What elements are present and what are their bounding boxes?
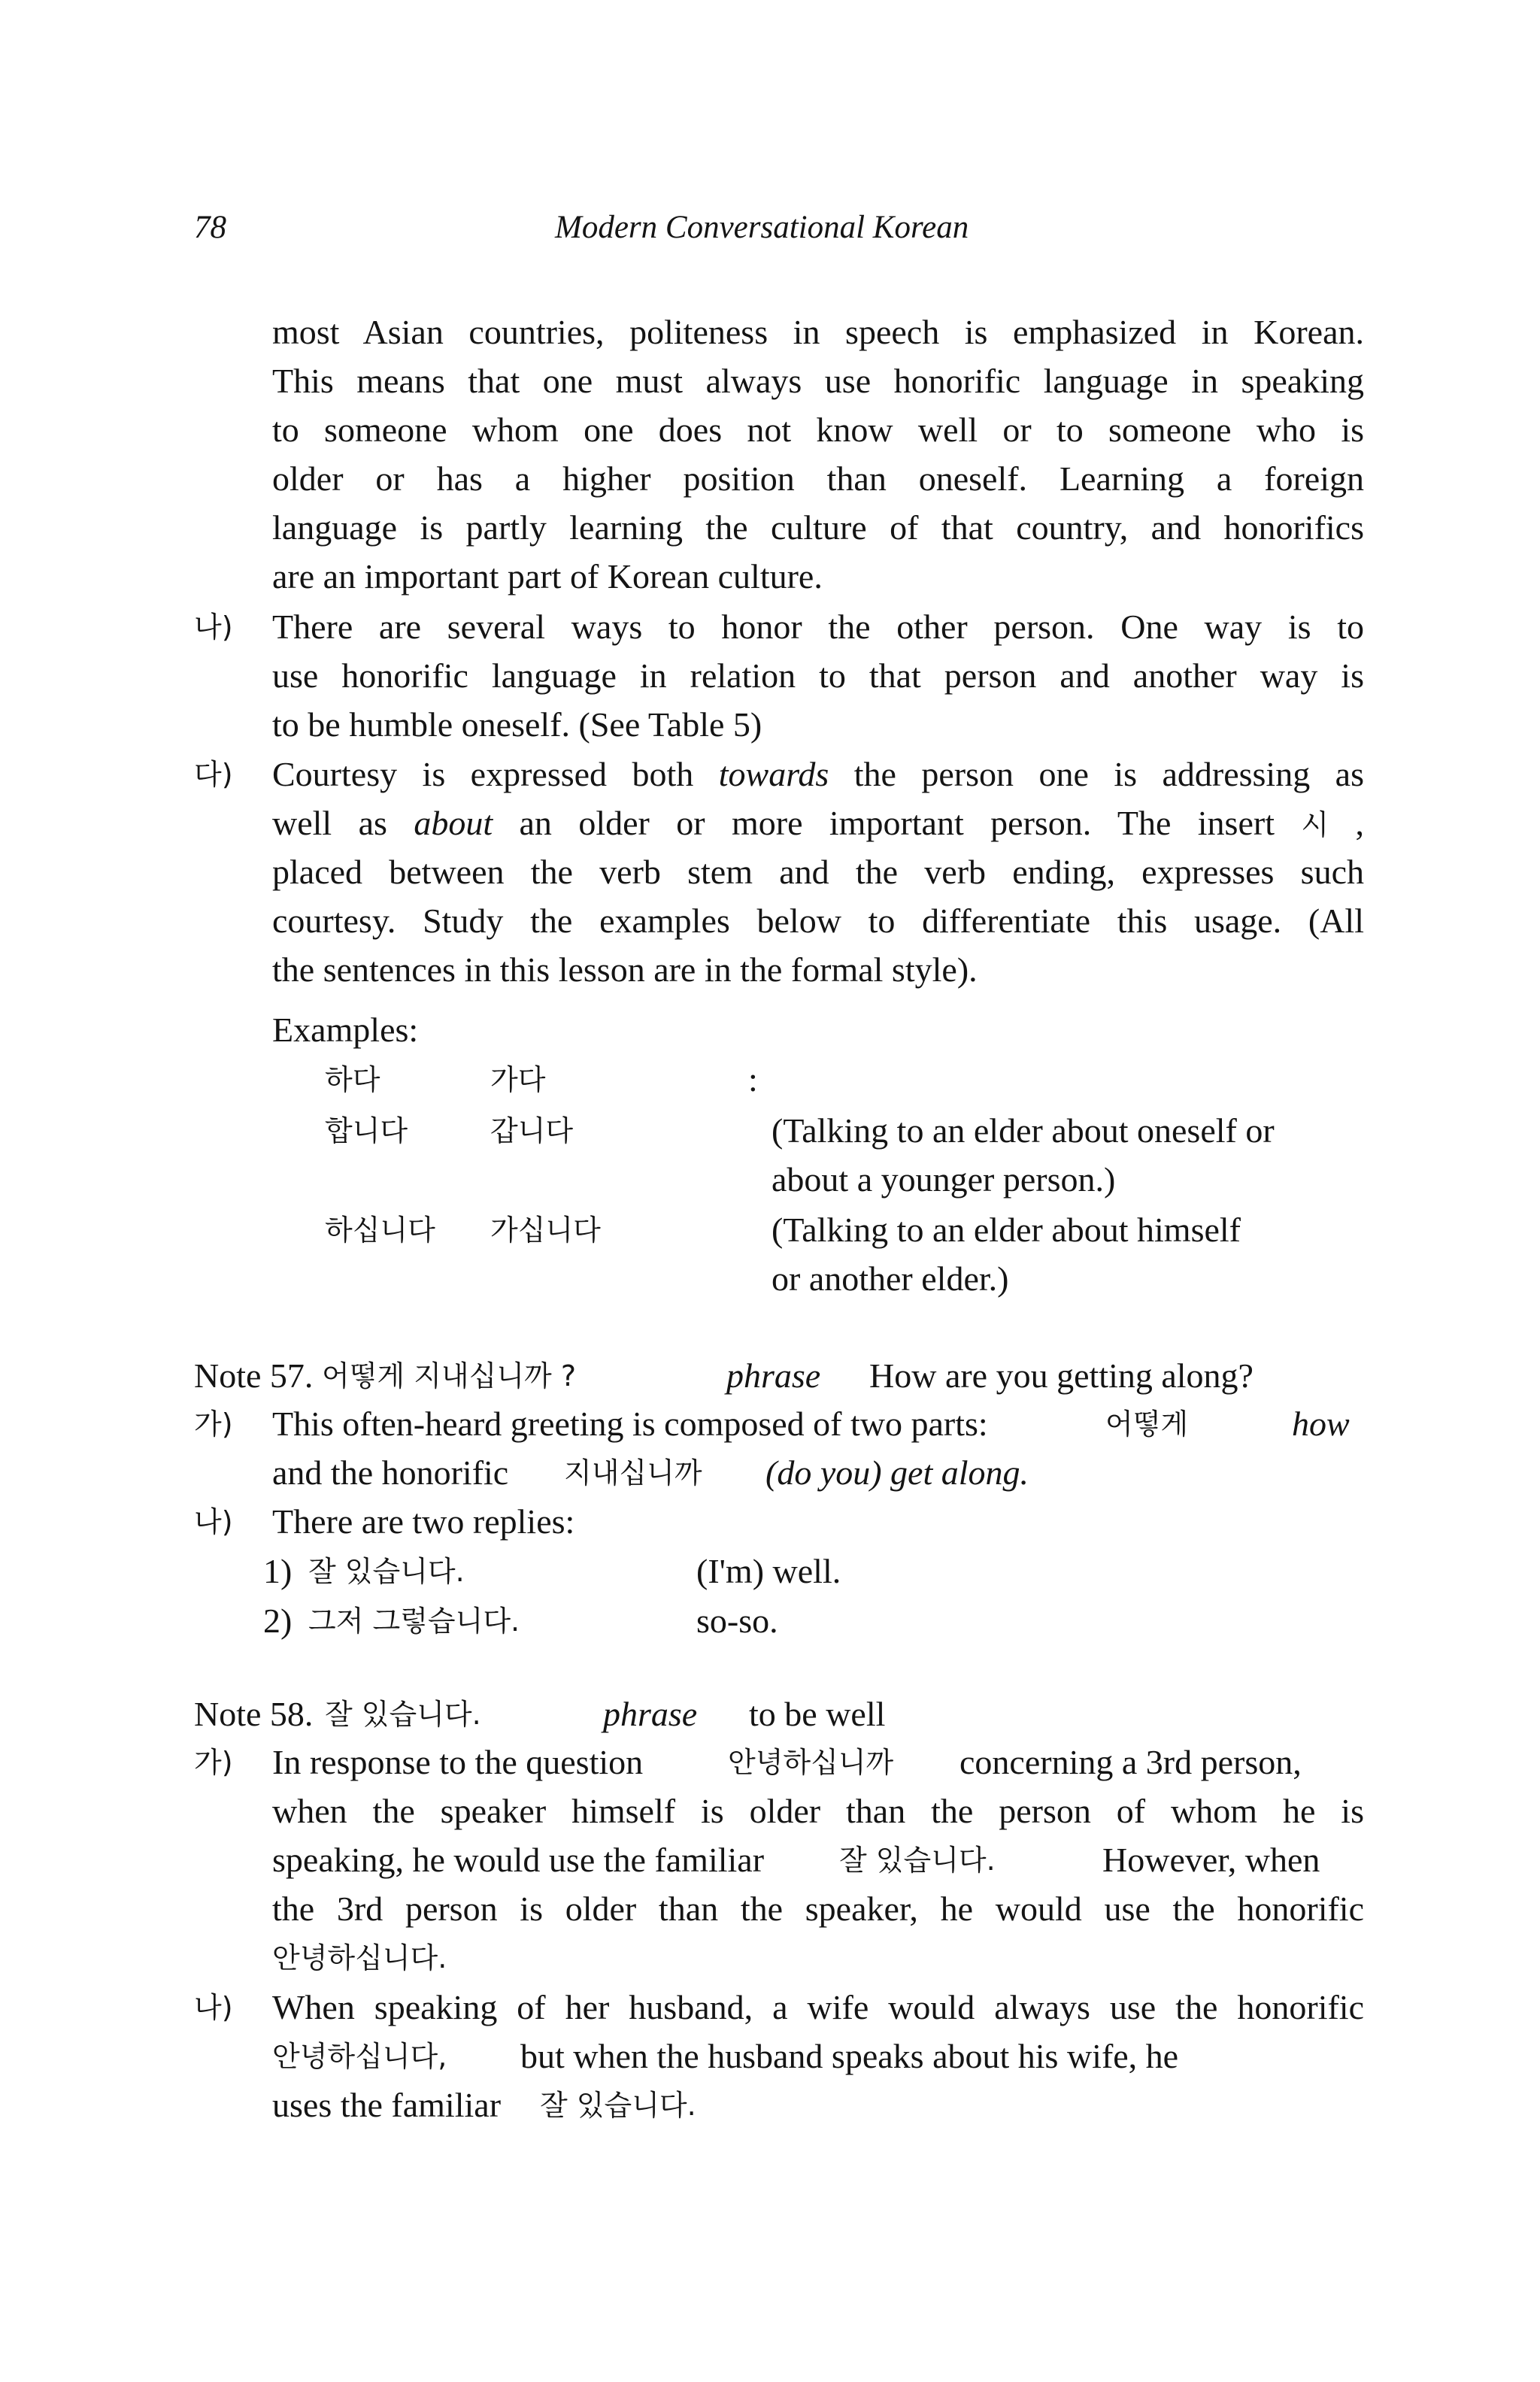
example-gloss: (Talking to an elder about himself bbox=[772, 1211, 1241, 1249]
note-type: phrase bbox=[726, 1356, 821, 1395]
page-header bbox=[194, 209, 1367, 254]
note-text: speaking, he would use the familiar bbox=[272, 1841, 765, 1879]
intro-line: language is partly learning the culture of that country, and honorifics bbox=[272, 508, 1364, 547]
item-marker: 다) bbox=[194, 758, 233, 791]
item-da-line: courtesy. Study the examples below to differentiate this usage. (All bbox=[272, 902, 1364, 940]
korean-term: 지내십니까 bbox=[564, 1456, 702, 1490]
example-colon: : bbox=[748, 1060, 758, 1099]
example-verb: 합니다 bbox=[325, 1114, 408, 1147]
running-title: Modern Conversational Korean bbox=[555, 210, 969, 245]
note-text: When speaking of her husband, a wife would always use the honorific bbox=[272, 1988, 1364, 2026]
text-run: well as bbox=[272, 804, 414, 842]
korean-term: 안녕하십니까 bbox=[728, 1746, 894, 1779]
note-text: and the honorific bbox=[272, 1453, 509, 1492]
note-meaning: to be well bbox=[749, 1695, 886, 1733]
example-verb: 하십니다 bbox=[325, 1214, 435, 1247]
note-text: There are two replies: bbox=[272, 1502, 575, 1541]
intro-line: most Asian countries, politeness in speech is emphasized in Korean. bbox=[272, 313, 1364, 351]
item-marker: 가) bbox=[194, 1746, 233, 1779]
item-marker: 가) bbox=[194, 1408, 233, 1441]
note-text: In response to the question bbox=[272, 1743, 644, 1781]
example-verb: 가십니다 bbox=[490, 1214, 601, 1247]
intro-line: older or has a higher position than oneself. Learning a foreign bbox=[272, 459, 1364, 498]
example-gloss: about a younger person.) bbox=[772, 1160, 1116, 1199]
item-na-line: There are several ways to honor the other person. One way is to bbox=[272, 608, 1364, 646]
item-na-line: to be humble oneself. (See Table 5) bbox=[272, 705, 762, 744]
page-number: 78 bbox=[194, 210, 226, 245]
example-verb: 갑니다 bbox=[490, 1114, 574, 1147]
korean-term: 안녕하십니다. bbox=[272, 1941, 447, 1974]
example-gloss: or another elder.) bbox=[772, 1259, 1009, 1298]
item-da-line: the sentences in this lesson are in the formal style). bbox=[272, 950, 978, 989]
example-gloss: (Talking to an elder about oneself or bbox=[772, 1111, 1275, 1150]
note-type: phrase bbox=[603, 1695, 698, 1733]
text-run: the person one is addressing as bbox=[829, 755, 1364, 793]
text-run: , bbox=[1329, 804, 1364, 842]
examples-label: Examples: bbox=[272, 1011, 419, 1049]
note-text: the 3rd person is older than the speaker, he would use the honorific bbox=[272, 1890, 1364, 1928]
italic-gloss: (do you) get along. bbox=[765, 1453, 1029, 1492]
example-verb: 가다 bbox=[490, 1063, 546, 1096]
note-text: when the speaker himself is older than the person of whom he is bbox=[272, 1792, 1364, 1830]
note-text: However, when bbox=[1102, 1841, 1320, 1879]
item-marker: 나) bbox=[194, 1505, 233, 1538]
reply-korean: 잘 있습니다. bbox=[308, 1555, 465, 1588]
italic-term: towards bbox=[718, 755, 829, 793]
reply-korean: 그저 그렇습니다. bbox=[308, 1605, 520, 1638]
note-label: Note 58. bbox=[194, 1695, 314, 1733]
italic-term: about bbox=[414, 804, 493, 842]
text-run: an older or more important person. The insert bbox=[493, 804, 1302, 842]
item-na-line: use honorific language in relation to that person and another way is bbox=[272, 656, 1364, 695]
note-text: concerning a 3rd person, bbox=[959, 1743, 1302, 1781]
intro-line: are an important part of Korean culture. bbox=[272, 557, 823, 596]
intro-line: to someone whom one does not know well or to someone who is bbox=[272, 411, 1364, 449]
note-text: uses the familiar bbox=[272, 2086, 502, 2124]
note-korean: 어떻게 지내십니까 ? bbox=[322, 1359, 576, 1393]
note-meaning: How are you getting along? bbox=[869, 1356, 1254, 1395]
gloss-word: how bbox=[1292, 1405, 1350, 1443]
item-da-line bbox=[272, 801, 1364, 847]
korean-term: 시 bbox=[1301, 808, 1329, 841]
reply-english: so-so. bbox=[696, 1602, 778, 1640]
korean-term: 잘 있습니다. bbox=[839, 1844, 996, 1877]
example-verb: 하다 bbox=[325, 1063, 380, 1096]
text-run: Courtesy is expressed both bbox=[272, 755, 719, 793]
note-text: This often-heard greeting is composed of two parts: bbox=[272, 1405, 988, 1443]
item-da-line: placed between the verb stem and the verb ending, expresses such bbox=[272, 853, 1364, 891]
intro-line: This means that one must always use honorific language in speaking bbox=[272, 362, 1364, 400]
note-korean: 잘 있습니다. bbox=[325, 1698, 481, 1731]
note-text: but when the husband speaks about his wife, he bbox=[520, 2037, 1179, 2075]
item-da-line bbox=[272, 752, 1364, 797]
korean-term: 안녕하십니다, bbox=[272, 2040, 447, 2073]
korean-term: 잘 있습니다. bbox=[540, 2089, 696, 2122]
note-label: Note 57. bbox=[194, 1356, 314, 1395]
reply-number: 1) bbox=[263, 1552, 293, 1590]
reply-number: 2) bbox=[263, 1602, 293, 1640]
item-marker: 나) bbox=[194, 611, 233, 644]
item-marker: 나) bbox=[194, 1991, 233, 2024]
reply-english: (I'm) well. bbox=[696, 1552, 841, 1590]
korean-term: 어떻게 bbox=[1105, 1408, 1189, 1441]
